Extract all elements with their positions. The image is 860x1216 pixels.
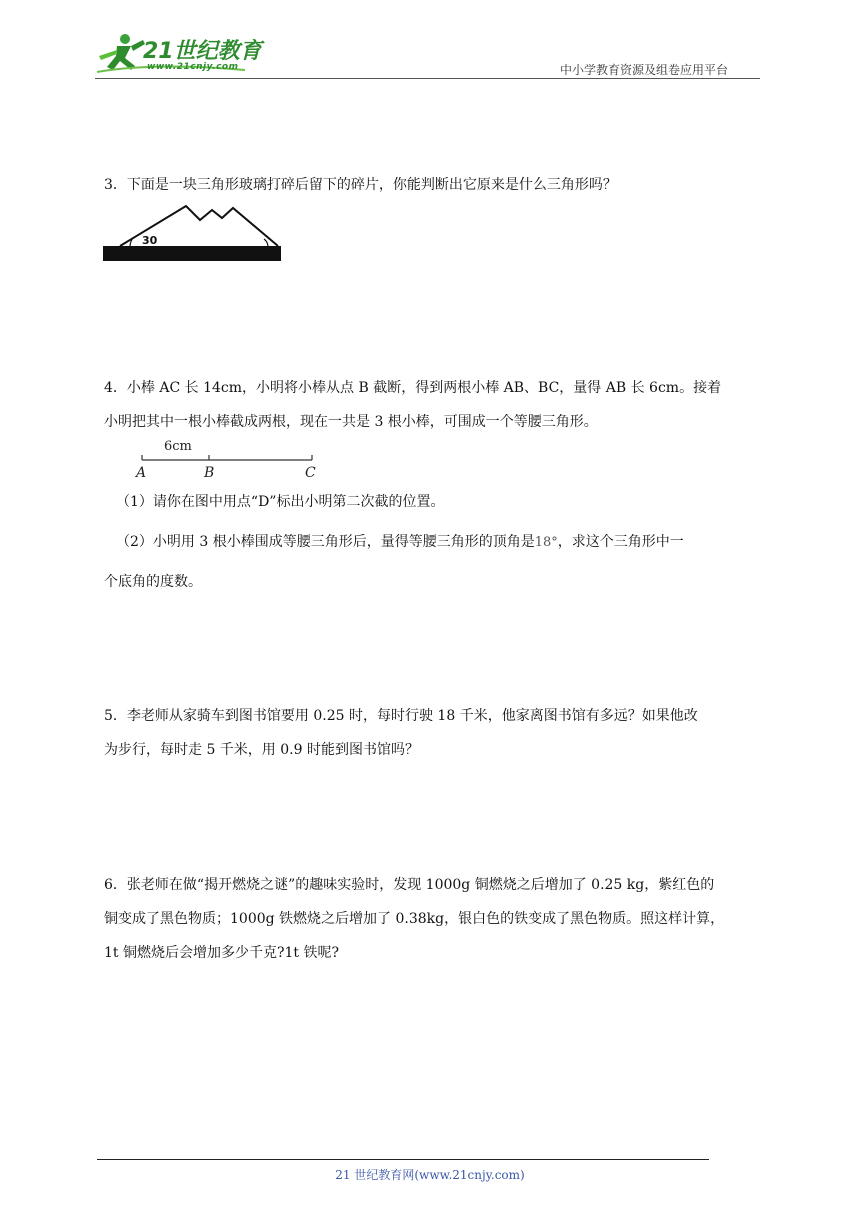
- question-6-line-2: 铜变成了黑色物质；1000g 铁燃烧之后增加了 0.38kg，银白色的铁变成了黑色物质。照这样计算，: [104, 911, 725, 927]
- question-5-line-2: 为步行，每时走 5 千米，用 0.9 时能到图书馆吗？: [104, 742, 419, 758]
- question-4-line-2: 小明把其中一根小棒截成两根，现在一共是 3 根小棒，可围成一个等腰三角形。: [104, 414, 598, 430]
- point-b-label: B: [204, 465, 215, 481]
- footer-link[interactable]: 21 世纪教育网(www.21cnjy.com): [335, 1168, 525, 1182]
- question-3-text: 3．下面是一块三角形玻璃打碎后留下的碎片，你能判断出它原来是什么三角形吗？: [104, 177, 617, 193]
- footer-divider: [97, 1159, 709, 1160]
- segment-diagram: [132, 434, 332, 482]
- question-4-line-1: 4．小棒 AC 长 14cm，小明将小棒从点 B 截断，得到两根小棒 AB、BC，量得 AB 长 6cm。接着: [104, 380, 722, 396]
- point-c-label: C: [305, 465, 316, 481]
- question-4-part-1: （1）请你在图中用点“D”标出小明第二次截的位置。: [116, 494, 445, 510]
- apex-angle-value: 18°: [534, 535, 558, 550]
- point-a-label: A: [136, 465, 147, 481]
- header-tagline: 中小学教育资源及组卷应用平台: [560, 63, 729, 77]
- question-4-part-2-line-1: [116, 531, 684, 551]
- question-6-line-1: 6．张老师在做“揭开燃烧之谜”的趣味实验时，发现 1000g 铜燃烧之后增加了 0.25 kg，紫红色的: [104, 877, 715, 893]
- angle-label: 30: [142, 234, 158, 247]
- question-3-figure: [100, 200, 285, 266]
- question-5-line-1: 5．李老师从家骑车到图书馆要用 0.25 时，每时行驶 18 千米，他家离图书馆有多远？如果他改: [104, 708, 698, 724]
- logo: [95, 30, 265, 78]
- logo-text: 21世纪教育: [143, 39, 262, 64]
- question-4-part-2-text-end: ，求这个三角形中一: [557, 534, 684, 550]
- question-6-line-3: 1t 铜燃烧后会增加多少千克?1t 铁呢?: [104, 945, 339, 961]
- segment-length-label: 6cm: [164, 439, 192, 454]
- question-4-part-2-text: （2）小明用 3 根小棒围成等腰三角形后，量得等腰三角形的顶角是: [116, 534, 535, 550]
- logo-url: www.21cnjy.com: [147, 62, 239, 72]
- question-4-part-2-line-2: 个底角的度数。: [104, 574, 202, 590]
- header-divider: [95, 78, 760, 79]
